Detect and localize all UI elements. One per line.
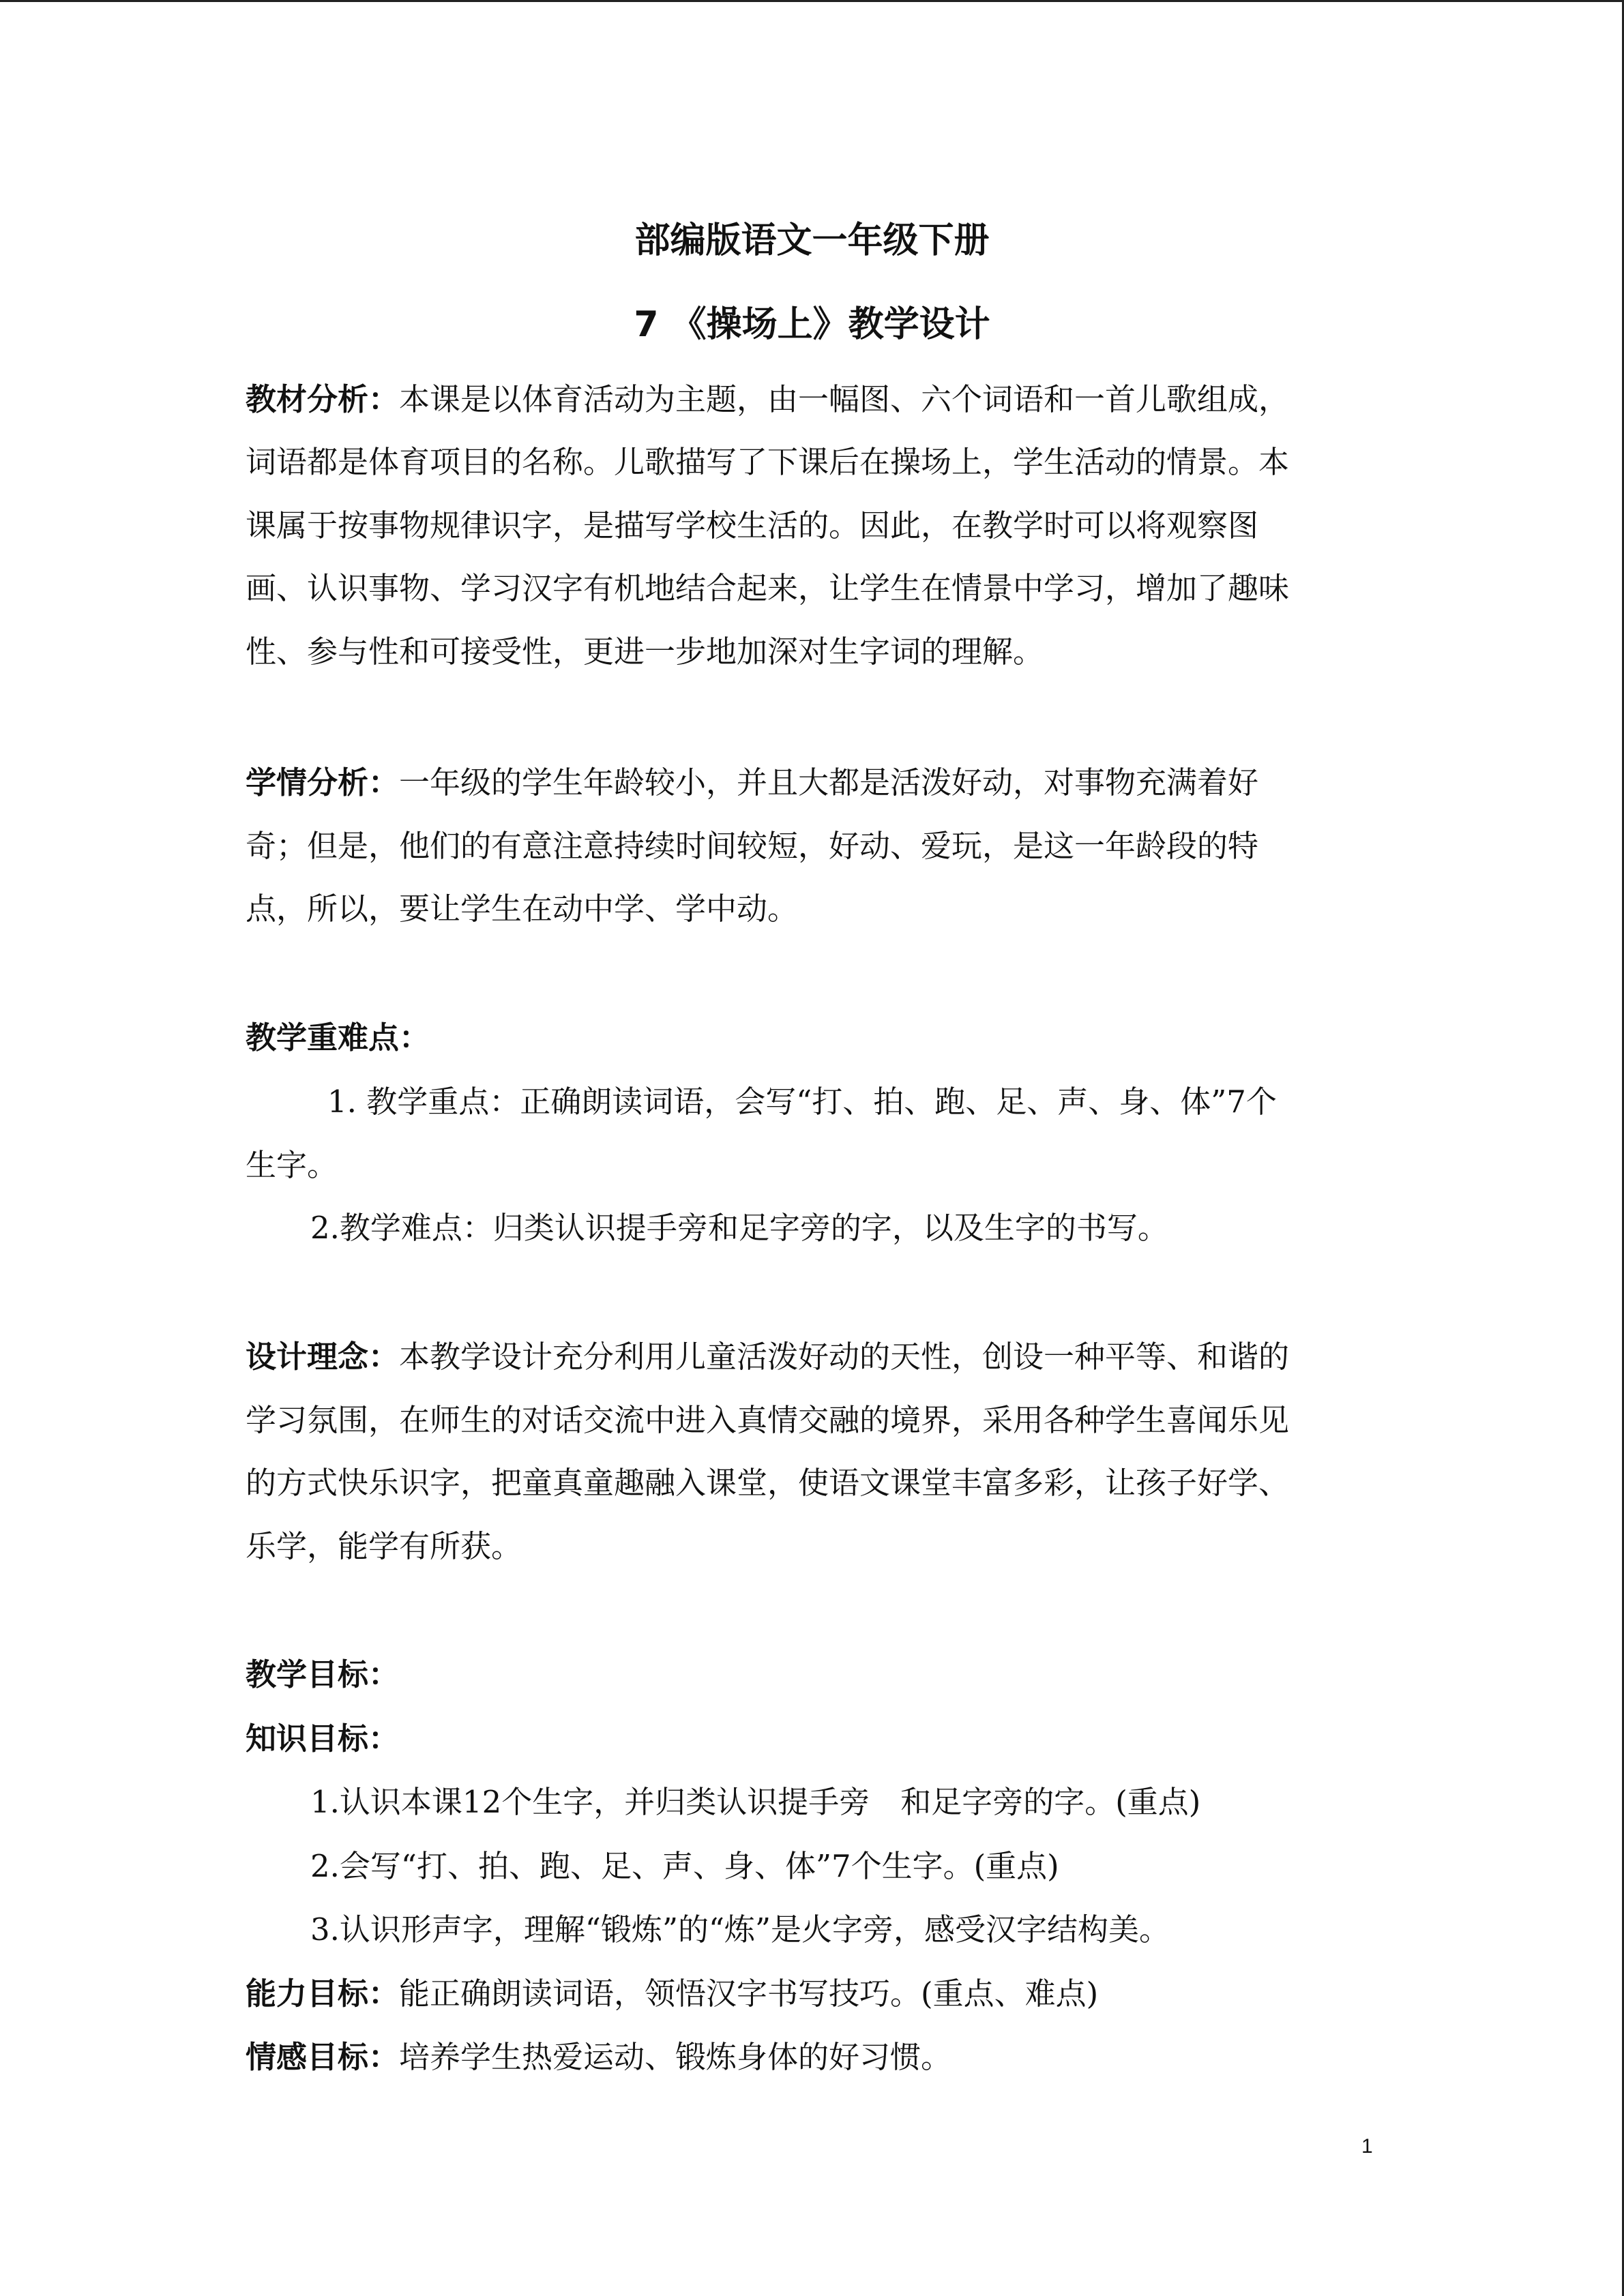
linian-line-3: 的方式快乐识字，把童真童趣融入课堂，使语文课堂丰富多彩，让孩子好学、 (246, 1465, 1290, 1501)
qinggan-label: 情感目标： (246, 2039, 400, 2075)
linian-line-1: 设计理念：本教学设计充分利用儿童活泼好动的天性，创设一种平等、和谐的 (246, 1339, 1290, 1375)
linian-line-2: 学习氛围，在师生的对话交流中进入真情交融的境界，采用各种学生喜闻乐见 (246, 1402, 1290, 1438)
zhishi-item-2: 2.会写“打、拍、跑、足、声、身、体”7个生字。(重点) (310, 1848, 1059, 1884)
xueqing-line-1: 学情分析：一年级的学生年龄较小，并且大都是活泼好动，对事物充满着好 (246, 764, 1259, 801)
jiaocai-line-3: 课属于按事物规律识字，是描写学校生活的。因此，在教学时可以将观察图 (246, 507, 1259, 543)
jiaocai-line-4: 画、认识事物、学习汉字有机地结合起来，让学生在情景中学习，增加了趣味 (246, 570, 1290, 606)
zhishi-item-3: 3.认识形声字，理解“锻炼”的“炼”是火字旁，感受汉字结构美。 (310, 1911, 1170, 1948)
xueqing-line-2: 奇；但是，他们的有意注意持续时间较短，好动、爱玩，是这一年龄段的特 (246, 828, 1259, 864)
zhishi-item-1: 1.认识本课12个生字，并归类认识提手旁 和足字旁的字。(重点) (310, 1784, 1201, 1820)
zhongnan-line-3: 2.教学难点：归类认识提手旁和足字旁的字，以及生字的书写。 (310, 1210, 1168, 1246)
top-border (0, 0, 1624, 2)
xueqing-label: 学情分析： (246, 764, 400, 801)
zhongnan-line-1: 1. 教学重点：正确朗读词语，会写“打、拍、跑、足、声、身、体”7个 (327, 1084, 1277, 1120)
linian-label: 设计理念： (246, 1339, 400, 1375)
xueqing-line-3: 点，所以，要让学生在动中学、学中动。 (246, 891, 799, 927)
jiaocai-label: 教材分析： (246, 381, 400, 417)
lesson-title: 7 《操场上》教学设计 (634, 304, 990, 345)
zhongnan-line-2: 生字。 (246, 1147, 338, 1183)
jiaocai-line-5: 性、参与性和可接受性，更进一步地加深对生字词的理解。 (246, 633, 1044, 670)
linian-line-4: 乐学，能学有所获。 (246, 1528, 522, 1564)
nengli-label: 能力目标： (246, 1976, 400, 2012)
jiaocai-line-1: 教材分析：本课是以体育活动为主题，由一幅图、六个词语和一首儿歌组成， (246, 381, 1290, 417)
doc-title: 部编版语文一年级下册 (634, 220, 990, 261)
zhishi-label: 知识目标： (246, 1720, 400, 1757)
mubiao-label: 教学目标： (246, 1656, 400, 1693)
nengli-line: 能力目标：能正确朗读词语，领悟汉字书写技巧。(重点、难点) (246, 1976, 1099, 2012)
jiaocai-line-2: 词语都是体育项目的名称。儿歌描写了下课后在操场上，学生活动的情景。本 (246, 444, 1290, 480)
page-number: 1 (1361, 2135, 1373, 2158)
qinggan-line: 情感目标：培养学生热爱运动、锻炼身体的好习惯。 (246, 2039, 952, 2075)
zhongnan-label: 教学重难点： (246, 1019, 430, 1056)
